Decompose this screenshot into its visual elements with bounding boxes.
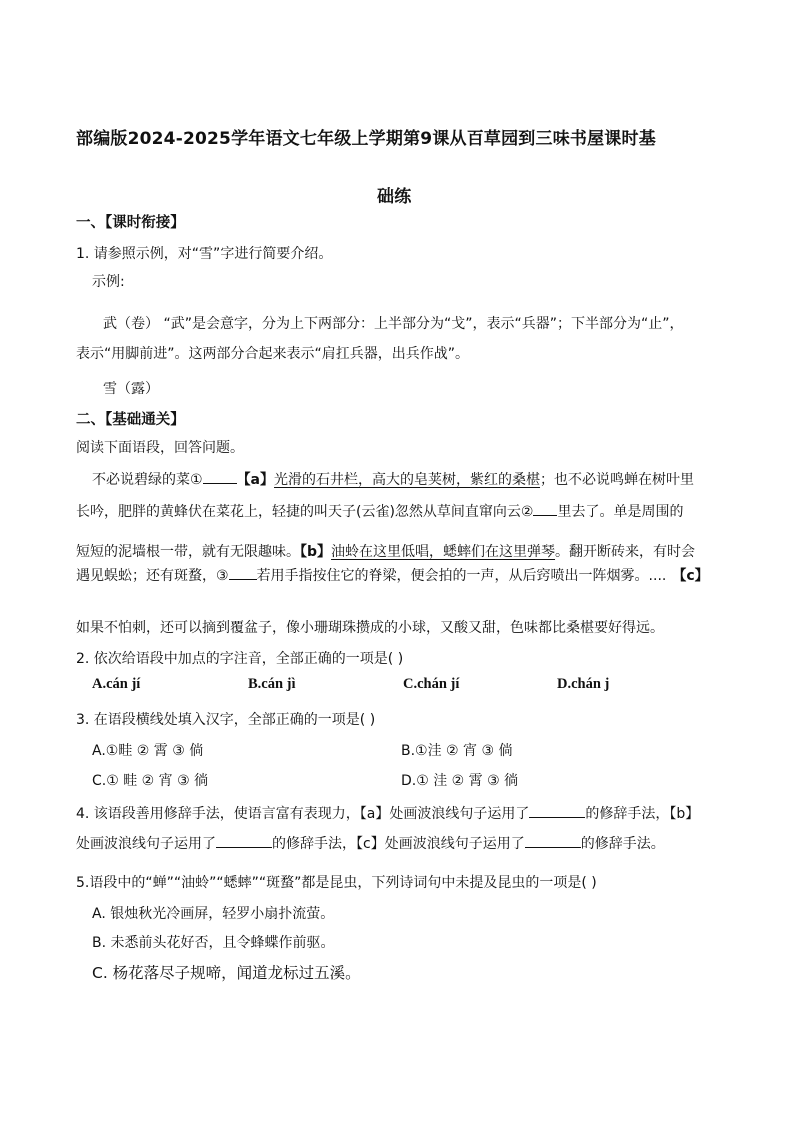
question-3: 3. 在语段横线处填入汉字，全部正确的一项是( ) [76, 712, 376, 728]
passage-text: 遇见蜈蚣；还有斑蝥，③ [76, 568, 229, 584]
passage-line-4 [76, 565, 709, 585]
passage-line-5: 如果不怕刺，还可以摘到覆盆子，像小珊瑚珠攒成的小球，又酸又甜，色味都比桑椹要好得远。 [76, 620, 664, 636]
q3-option-a[interactable]: A.①畦 ② 霄 ③ 倘 [92, 743, 204, 759]
blank-2[interactable] [533, 501, 557, 516]
passage-text: 短短的泥墙根一带，就有无限趣味。 [76, 544, 300, 560]
q3-option-c[interactable]: C.① 畦 ② 宵 ③ 徜 [92, 773, 209, 789]
answer-prompt: 雪（露） [103, 381, 159, 397]
page-title-line1: 部编版2024-2025学年语文七年级上学期第9课从百草园到三味书屋课时基 [76, 129, 656, 149]
q2-option-c[interactable]: C.chán jí [403, 676, 460, 692]
passage-text: ；也不必说鸣蝉在树叶里 [540, 472, 695, 488]
passage-line-1 [92, 469, 694, 489]
passage-text: 若用手指按住它的脊梁，便会拍的一声，从后窍喷出一阵烟雾。.... [256, 568, 667, 584]
q4-text: 的修辞手法。 [580, 836, 665, 852]
q4-text: 处画波浪线句子运用了 [76, 836, 216, 852]
passage-text: 长吟，肥胖的黄蜂伏在菜花上，轻捷的叫天子(云雀)忽然从草间直窜向云② [76, 504, 534, 520]
q2-option-a[interactable]: A.cán jí [92, 676, 141, 692]
question-5: 5.语段中的“蝉”“油蛉”“蟋蟀”“斑蝥”都是昆虫，下列诗词句中未提及昆虫的一项是( ) [76, 875, 597, 891]
q5-option-a[interactable]: A. 银烛秋光冷画屏，轻罗小扇扑流萤。 [92, 906, 335, 922]
question-1: 1. 请参照示例，对“雪”字进行简要介绍。 [76, 246, 333, 262]
example-line-2: 表示“用脚前进”。这两部分合起来表示“肩扛兵器，出兵作战”。 [76, 346, 470, 362]
q4-text: 的修辞手法，【c】处画波浪线句子运用了 [272, 836, 525, 852]
wavy-sentence-b: 油蛉在这里低唱，蟋蟀们在这里弹琴 [331, 544, 556, 560]
blank-1[interactable] [203, 469, 237, 484]
passage-line-3 [76, 541, 695, 561]
section-heading-2: 二、【基础通关】 [76, 412, 185, 428]
mark-b: 【b】 [300, 544, 332, 560]
q3-option-d[interactable]: D.① 洼 ② 霄 ③ 徜 [401, 773, 519, 789]
blank-3[interactable] [229, 565, 257, 580]
passage-intro: 阅读下面语段，回答问题。 [76, 440, 244, 456]
question-2: 2. 依次给语段中加点的字注音，全部正确的一项是( ) [76, 651, 404, 667]
example-label: 示例: [92, 274, 125, 290]
page-title-line2: 础练 [377, 187, 412, 207]
q4-blank-a[interactable] [529, 803, 585, 818]
passage-text: 。翻开断砖来，有时会 [555, 544, 696, 560]
wavy-sentence-a: 光滑的石井栏，高大的皂荚树，紫红的桑椹 [274, 472, 541, 488]
question-4-line-2 [76, 833, 665, 853]
section-heading-1: 一、【课时衔接】 [76, 215, 185, 231]
q2-option-d[interactable]: D.chán j [557, 676, 610, 692]
example-line-1: 武（卷） “武”是会意字，分为上下两部分：上半部分为“戈”，表示“兵器”；下半部分为“止”， [103, 316, 684, 332]
q4-blank-c[interactable] [525, 833, 581, 848]
q4-text: 4. 该语段善用修辞手法，使语言富有表现力，【a】处画波浪线句子运用了 [76, 806, 530, 822]
passage-line-2 [76, 501, 683, 521]
passage-text: 不必说碧绿的菜① [92, 472, 203, 488]
question-4-line-1 [76, 803, 699, 823]
q5-option-b[interactable]: B. 未悉前头花好否，且令蜂蝶作前驱。 [92, 935, 335, 951]
q4-blank-b[interactable] [216, 833, 272, 848]
q4-text: 的修辞手法，【b】 [585, 806, 700, 822]
mark-c: 【c】 [672, 568, 709, 584]
q3-option-b[interactable]: B.①洼 ② 宵 ③ 倘 [401, 743, 513, 759]
q2-option-b[interactable]: B.cán jì [248, 676, 296, 692]
passage-text: 里去了。单是周围的 [557, 504, 684, 520]
mark-a: 【a】 [236, 472, 275, 488]
q5-option-c[interactable]: C. 杨花落尽子规啼，闻道龙标过五溪。 [92, 964, 361, 982]
